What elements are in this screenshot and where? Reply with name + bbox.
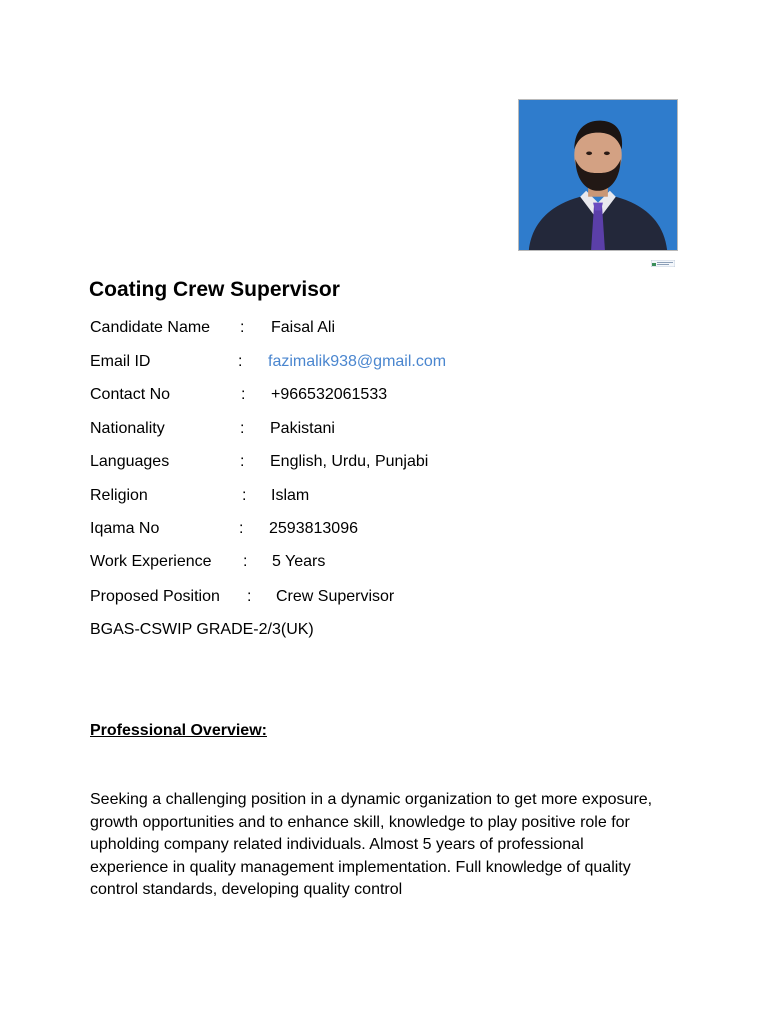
field-value: Crew Supervisor xyxy=(276,588,395,605)
field-label: Work Experience xyxy=(90,553,212,570)
field-separator: : xyxy=(240,420,245,437)
field-value: Islam xyxy=(271,487,310,504)
field-separator: : xyxy=(240,319,245,336)
field-value: 2593813096 xyxy=(269,520,358,537)
field-label: Candidate Name xyxy=(90,319,211,336)
email-link[interactable]: fazimalik938@gmail.com xyxy=(268,353,447,370)
field-value: Faisal Ali xyxy=(271,319,336,336)
candidate-photo xyxy=(518,99,678,251)
field-value: Pakistani xyxy=(270,420,335,437)
field-value: +966532061533 xyxy=(271,386,388,403)
page-title: Coating Crew Supervisor xyxy=(89,278,340,301)
field-separator: : xyxy=(241,386,246,403)
field-value: 5 Years xyxy=(272,553,326,570)
field-separator: : xyxy=(247,588,252,605)
field-label: Contact No xyxy=(90,386,171,403)
field-label: Languages xyxy=(90,453,170,470)
field-label: Iqama No xyxy=(90,520,160,537)
section-heading-professional-overview: Professional Overview: xyxy=(90,722,267,739)
overview-paragraph: Seeking a challenging position in a dynamic organization to get more exposure, growth opportunities and to enhance skill, knowledge to play positive role for upholding company related individuals. Almost 5 years of professional experience in quality management implementation. Full knowledge of quality control standards, developing quality control xyxy=(90,791,653,898)
field-label: Email ID xyxy=(90,353,151,370)
field-separator: : xyxy=(238,353,243,370)
field-separator: : xyxy=(239,520,244,537)
field-label: Religion xyxy=(90,487,148,504)
field-label: Proposed Position xyxy=(90,588,220,605)
field-separator: : xyxy=(240,453,245,470)
field-value: English, Urdu, Punjabi xyxy=(270,453,429,470)
field-separator: : xyxy=(242,487,247,504)
field-separator: : xyxy=(243,553,248,570)
certification: BGAS-CSWIP GRADE-2/3(UK) xyxy=(90,621,314,638)
field-label: Nationality xyxy=(90,420,165,437)
photo-studio-stamp xyxy=(651,254,675,261)
